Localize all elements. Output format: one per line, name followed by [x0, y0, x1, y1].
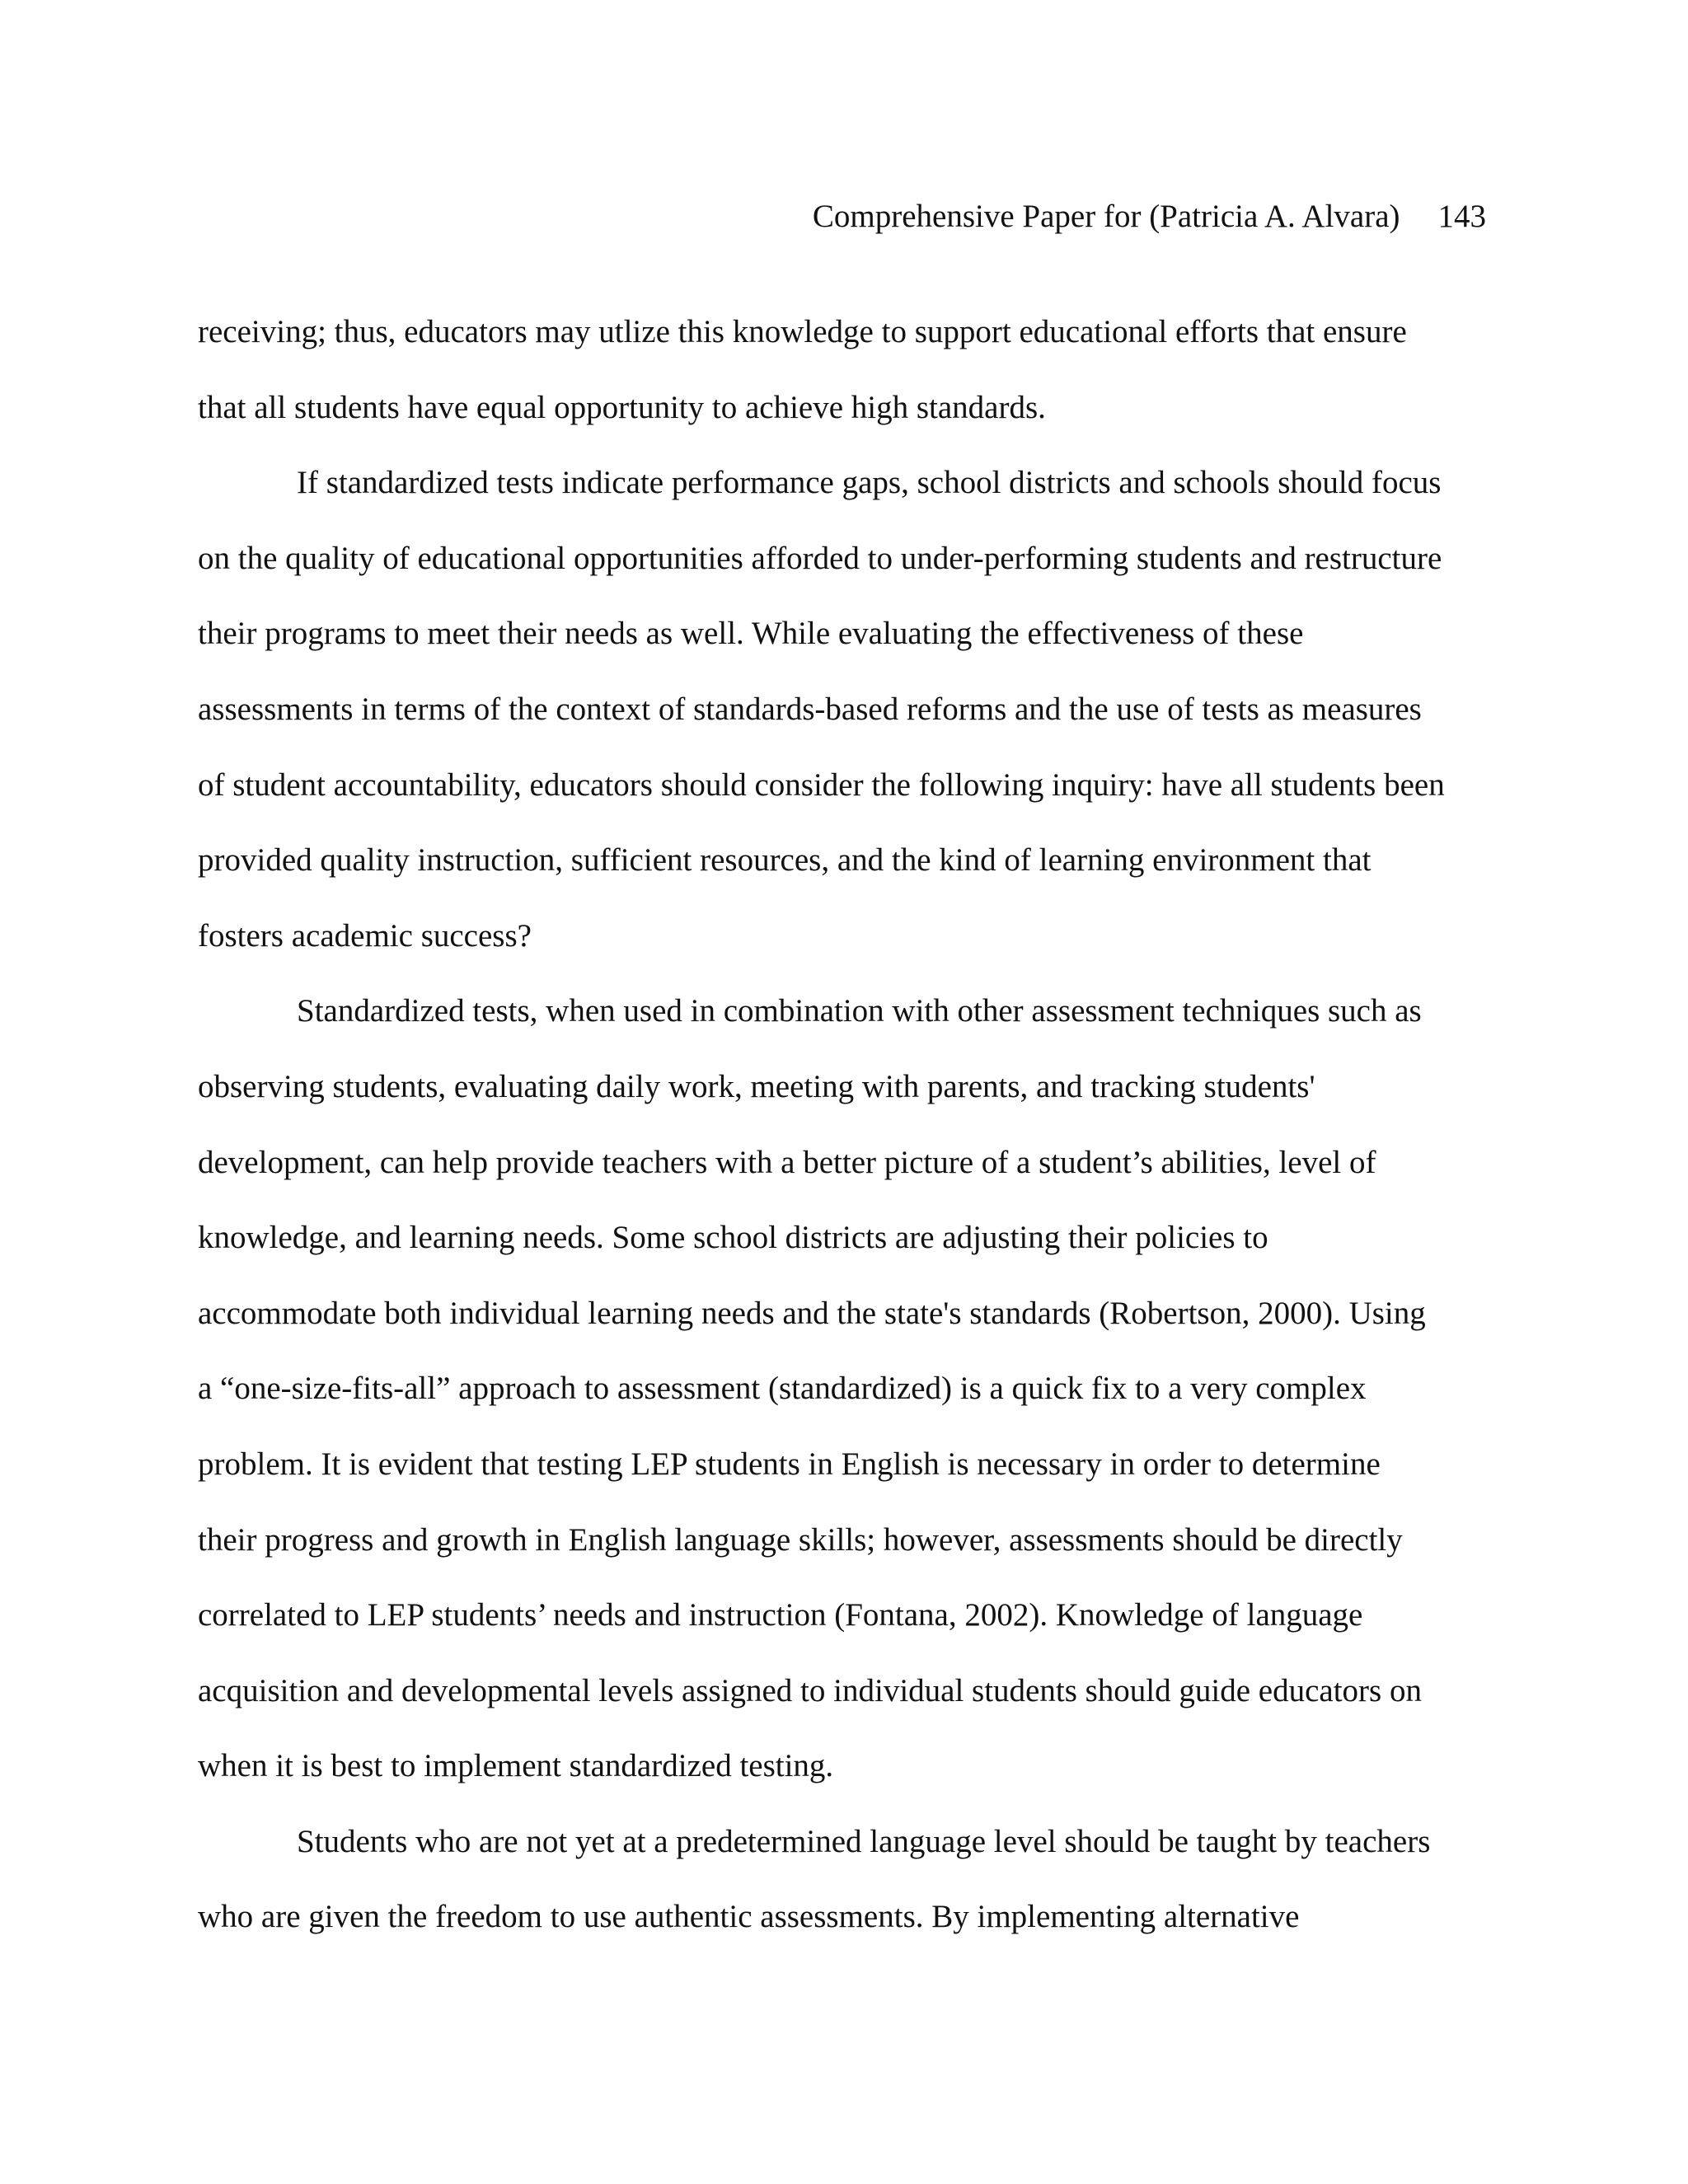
paragraph-first-line: Students who are not yet at a predetermined language level should be taught by teachers [297, 1823, 1431, 1859]
text-line: their progress and growth in English language skills; however, assessments should be directly [198, 1521, 1403, 1558]
paragraph-first-line: If standardized tests indicate performance gaps, school districts and schools should focus [297, 465, 1442, 501]
text-line: who are given the freedom to use authentic assessments. By implementing alternative [198, 1899, 1300, 1935]
text-line: accommodate both individual learning needs and the state's standards (Robertson, 2000). Using [198, 1295, 1426, 1331]
body-text [198, 294, 1492, 1955]
text-line: observing students, evaluating daily work, meeting with parents, and tracking students' [198, 1068, 1315, 1104]
text-line: when it is best to implement standardized testing. [198, 1748, 834, 1784]
text-line: problem. It is evident that testing LEP students in English is necessary in order to determine [198, 1446, 1381, 1482]
text-line: correlated to LEP students’ needs and instruction (Fontana, 2002). Knowledge of language [198, 1597, 1363, 1633]
text-line: knowledge, and learning needs. Some school districts are adjusting their policies to [198, 1220, 1268, 1256]
text-line: fosters academic success? [198, 917, 532, 954]
text-line: provided quality instruction, sufficient resources, and the kind of learning environment that [198, 842, 1372, 879]
text-line: receiving; thus, educators may utlize this knowledge to support educational efforts that ensure [198, 314, 1407, 349]
text-line: their programs to meet their needs as well. While evaluating the effectiveness of these [198, 616, 1304, 652]
running-head [813, 196, 1486, 237]
text-line: that all students have equal opportunity to achieve high standards. [198, 389, 1046, 425]
text-line: a “one-size-fits-all” approach to assessment (standardized) is a quick fix to a very complex [198, 1371, 1367, 1407]
text-line: acquisition and developmental levels assigned to individual students should guide educators on [198, 1672, 1422, 1708]
text-line: on the quality of educational opportunities afforded to under-performing students and restructure [198, 540, 1442, 576]
running-head-title: Comprehensive Paper for (Patricia A. Alvara) [812, 199, 1400, 234]
text-line: development, can help provide teachers with a better picture of a student’s abilities, level of [198, 1144, 1376, 1180]
text-line: of student accountability, educators should consider the following inquiry: have all students been [198, 766, 1445, 803]
text-line: assessments in terms of the context of standards-based reforms and the use of tests as measures [198, 691, 1422, 727]
paragraph-first-line: Standardized tests, when used in combination with other assessment techniques such as [297, 993, 1422, 1029]
page-number: 143 [1437, 199, 1486, 234]
